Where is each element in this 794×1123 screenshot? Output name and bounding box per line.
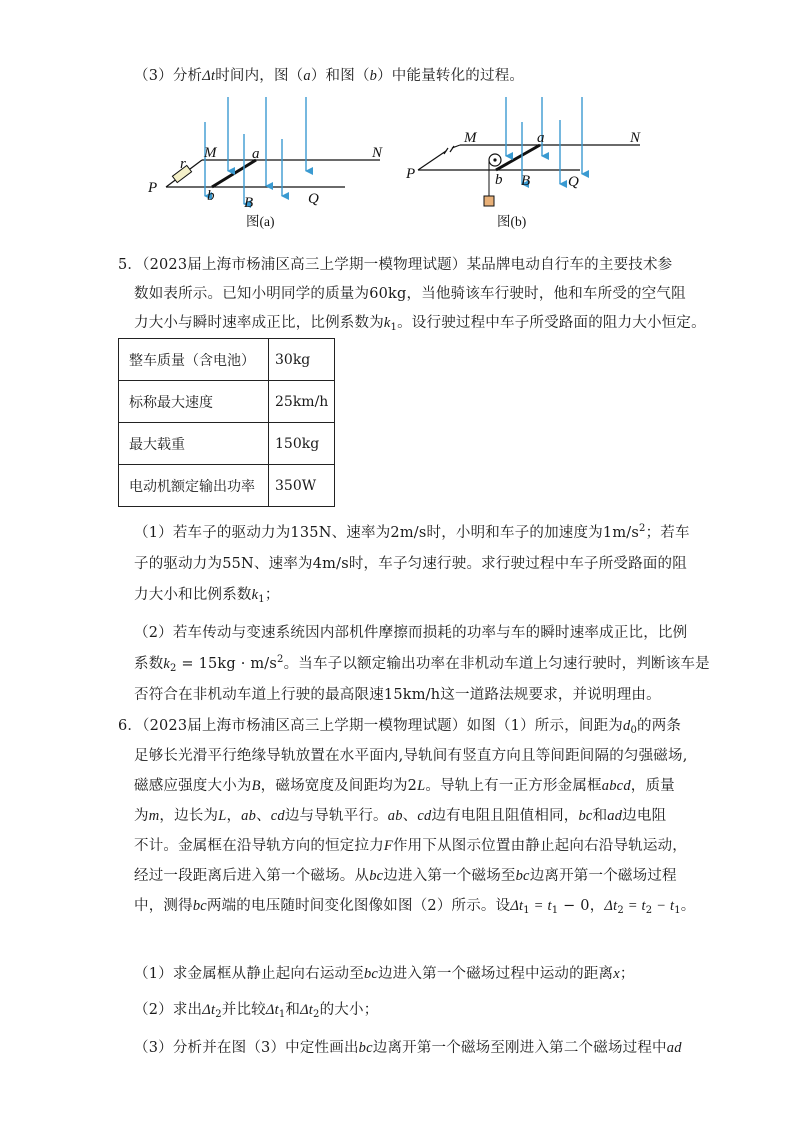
figure-a-caption: 图(a): [246, 214, 275, 229]
q6-part3: （3）分析并在图（3）中定性画出bc边离开第一个磁场至刚进入第二个磁场过程中ad: [134, 1040, 682, 1056]
figure-b-caption: 图(b): [497, 214, 527, 229]
q5-part2-line1: （2）若车传动与变速系统因内部机件摩擦而损耗的功率与车的瞬时速率成正比，比例: [134, 625, 688, 641]
svg-text:a: a: [537, 130, 545, 146]
rod-ab: [496, 145, 540, 170]
svg-text:N: N: [372, 145, 383, 161]
q6-line1: 6．（2023届上海市杨浦区高三上学期一模物理试题）如图（1）所示，间距为$d_0$的两条: [118, 718, 682, 736]
table-row: 最大载重 150kg: [119, 423, 335, 465]
q5-part1-line3: 力大小和比例系数$k_1$；: [134, 587, 280, 605]
svg-text:a: a: [252, 146, 260, 162]
q6-line5: 不计。金属框在沿导轨方向的恒定拉力F作用下从图示位置由静止起向右沿导轨运动，: [134, 838, 687, 854]
q5-part1-line1: （1）若车子的驱动力为135N、速率为2m/s时，小明和车子的加速度为$1m/s^2$；若车: [134, 523, 690, 541]
svg-text:b: b: [207, 188, 215, 204]
table-row: 标称最大速度 25km/h: [119, 381, 335, 423]
svg-text:Q: Q: [308, 191, 319, 207]
q5-part2-line3: 否符合在非机动车道上行驶的最高限速15km/h这一道路法规要求，并说明理由。: [134, 687, 661, 703]
q6-line2: 足够长光滑平行绝缘导轨放置在水平面内,导轨间有竖直方向且等间距间隔的匀强磁场,: [134, 748, 688, 764]
q5-part2-line2: 系数$k_2 = 15kg \cdot m/s^2$。当车子以额定输出功率在非机动车道上匀速行驶时，判断该车是: [134, 654, 710, 674]
q5-header-line3: 力大小与瞬时速率成正比，比例系数为$k_1$。设行驶过程中车子所受路面的阻力大小恒定。: [134, 315, 706, 333]
figure-a: [140, 92, 400, 232]
q6-line3: 磁感应强度大小为B，磁场宽度及间距均为2L。导轨上有一正方形金属框abcd，质量: [134, 778, 675, 794]
q5-header-line1: 5．（2023届上海市杨浦区高三上学期一模物理试题）某品牌电动自行车的主要技术参: [118, 257, 673, 273]
svg-text:P: P: [406, 166, 416, 182]
svg-text:Q: Q: [568, 174, 579, 190]
rod-ab: [212, 160, 256, 187]
svg-text:r: r: [180, 156, 186, 172]
svg-text:B: B: [244, 195, 254, 211]
figure-b: [400, 92, 660, 232]
q4-part3-text: （3）分析Δt时间内，图（a）和图（b）中能量转化的过程。: [134, 68, 525, 84]
q6-line4: 为m，边长为L，ab、cd边与导轨平行。ab、cd边有电阻且阻值相同，bc和ad边电阻: [134, 808, 667, 824]
svg-text:P: P: [148, 180, 158, 196]
q5-header-line2: 数如表所示。已知小明同学的质量为60kg，当他骑该车行驶时，他和车所受的空气阻: [134, 286, 686, 302]
q6-line7: 中，测得bc两端的电压随时间变化图像如图（2）所示。设$\Delta t_1 = t_1 - 0$，$\Delta t_2 = t_2 - t_1$。: [134, 898, 696, 916]
spec-table: [118, 338, 335, 507]
table-row: 电动机额定输出功率 350W: [119, 465, 335, 507]
svg-text:N: N: [630, 130, 641, 146]
q6-part1: （1）求金属框从静止起向右运动至bc边进入第一个磁场过程中运动的距离x；: [134, 966, 635, 982]
q5-part1-line2: 子的驱动力为55N、速率为4m/s时，车子匀速行驶。求行驶过程中车子所受路面的阻: [134, 556, 687, 572]
table-row: 整车质量（含电池） 30kg: [119, 339, 335, 381]
svg-text:M: M: [204, 145, 217, 161]
svg-text:b: b: [495, 172, 503, 188]
q6-line6: 经过一段距离后进入第一个磁场。从bc边进入第一个磁场至bc边离开第一个磁场过程: [134, 868, 677, 884]
svg-text:M: M: [464, 130, 477, 146]
svg-text:B: B: [521, 173, 531, 189]
q6-part2: （2）求出$\Delta t_2$并比较$\Delta t_1$和$\Delta t_2$的大小；: [134, 1002, 379, 1020]
hanging-weight: [484, 196, 494, 206]
